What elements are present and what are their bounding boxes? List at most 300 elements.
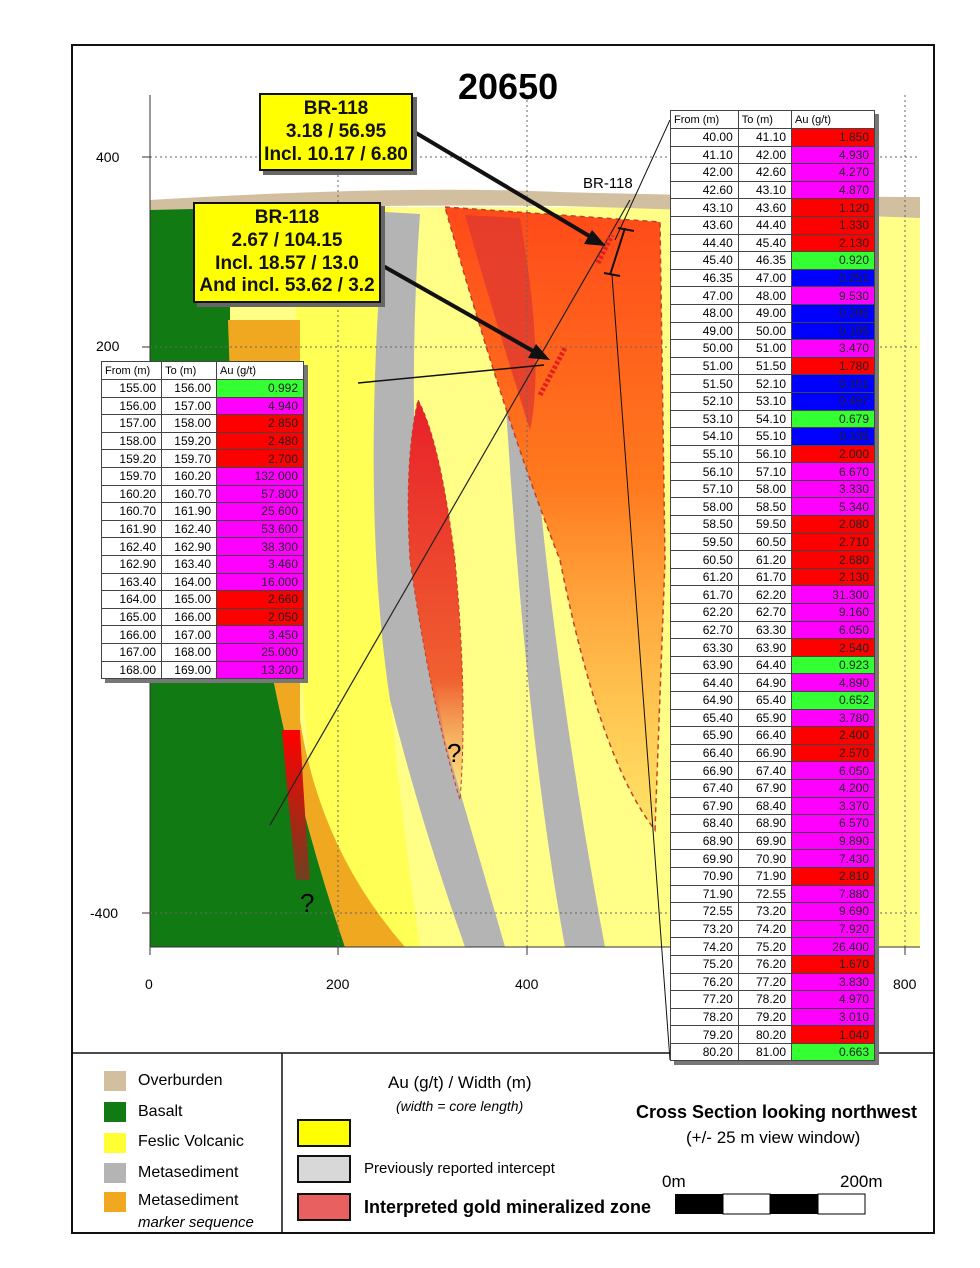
cell-from: 77.20 [671,991,739,1009]
cell-from: 68.40 [671,815,739,833]
cell-to: 51.50 [738,357,791,375]
cell-from: 63.90 [671,656,739,674]
table-row [671,199,875,217]
cell-to: 47.00 [738,269,791,287]
table-row [671,903,875,921]
legend-label: Metasediment [138,1192,239,1209]
cell-from: 157.00 [102,415,162,433]
cell-to: 67.40 [738,762,791,780]
column-header: Au (g/t) [792,111,875,129]
table-row [671,1026,875,1044]
callout-line: Incl. 18.57 / 13.0 [215,252,359,274]
cell-au: 38.300 [217,538,304,556]
legend-sublabel: marker sequence [138,1214,254,1231]
cell-to: 67.90 [738,779,791,797]
cell-au: 132.000 [217,467,304,485]
cell-au: 9.890 [792,832,875,850]
legend-swatch-new-intercept [298,1120,350,1146]
cell-au: 4.890 [792,674,875,692]
cell-to: 62.20 [738,586,791,604]
table-row [671,797,875,815]
cell-to: 41.10 [738,129,791,147]
table-row [671,164,875,182]
x-tick-label: 800 [893,976,917,992]
cell-from: 67.40 [671,779,739,797]
scale-end-label: 200m [840,1172,883,1191]
cell-au: 3.330 [792,480,875,498]
cell-to: 58.50 [738,498,791,516]
cell-au: 2.810 [792,867,875,885]
table-row [671,322,875,340]
column-header: To (m) [738,111,791,129]
cell-from: 47.00 [671,287,739,305]
table-row [671,692,875,710]
cell-from: 163.40 [102,573,162,591]
cell-au: 0.195 [792,322,875,340]
cell-au: 7.880 [792,885,875,903]
table-row [671,340,875,358]
cell-to: 51.00 [738,340,791,358]
cell-au: 0.920 [792,252,875,270]
table-row [102,538,304,556]
cell-from: 52.10 [671,392,739,410]
cell-from: 45.40 [671,252,739,270]
x-tick-label: 200 [326,976,350,992]
table-row [102,397,304,415]
cell-from: 54.10 [671,428,739,446]
table-row [671,815,875,833]
cell-from: 161.90 [102,520,162,538]
table-row [671,867,875,885]
cell-to: 80.20 [738,1026,791,1044]
cell-au: 0.151 [792,375,875,393]
cell-to: 162.90 [162,538,217,556]
cell-au: 0.295 [792,304,875,322]
cell-from: 80.20 [671,1043,739,1061]
callout-line: 2.67 / 104.15 [231,229,343,251]
cell-from: 43.60 [671,216,739,234]
cell-au: 26.400 [792,938,875,956]
table-row [102,555,304,573]
table-row [671,146,875,164]
table-row [671,762,875,780]
cell-to: 63.30 [738,621,791,639]
cell-au: 0.992 [217,380,304,398]
cell-from: 63.30 [671,639,739,657]
table-row [671,744,875,762]
table-row [671,1008,875,1026]
cell-from: 155.00 [102,380,162,398]
callout-line: BR-118 [254,207,320,228]
cell-au: 6.050 [792,621,875,639]
table-row [671,1043,875,1061]
cell-to: 66.40 [738,727,791,745]
cell-au: 2.660 [217,591,304,609]
cell-to: 167.00 [162,626,217,644]
cell-au: 4.200 [792,779,875,797]
y-tick-label: -400 [90,905,119,921]
cell-to: 75.20 [738,938,791,956]
legend-label: Metasediment [138,1164,239,1181]
cell-au: 1.120 [792,199,875,217]
cell-au: 3.370 [792,797,875,815]
mineralized-zone-label: Interpreted gold mineralized zone [364,1197,652,1217]
cell-from: 40.00 [671,129,739,147]
table-row [671,357,875,375]
cell-to: 166.00 [162,608,217,626]
cell-to: 79.20 [738,1008,791,1026]
table-row [671,604,875,622]
cell-au: 5.340 [792,498,875,516]
cell-from: 43.10 [671,199,739,217]
cell-au: 7.430 [792,850,875,868]
table-row [671,621,875,639]
callout-line: And incl. 53.62 / 3.2 [199,275,375,297]
cell-to: 64.40 [738,656,791,674]
legend-label: Overburden [138,1072,223,1089]
cell-au: 3.450 [217,626,304,644]
table-row [671,269,875,287]
cell-to: 160.20 [162,467,217,485]
table-row [671,480,875,498]
cell-to: 169.00 [162,661,217,679]
cell-to: 56.10 [738,445,791,463]
cell-to: 73.20 [738,903,791,921]
cell-from: 44.40 [671,234,739,252]
cell-from: 162.90 [102,555,162,573]
cell-to: 42.60 [738,164,791,182]
cell-to: 42.00 [738,146,791,164]
cell-au: 6.670 [792,463,875,481]
table-row [671,392,875,410]
column-header: From (m) [102,362,162,380]
table-row [671,973,875,991]
section-title: 20650 [458,66,559,107]
table-row [671,252,875,270]
cell-from: 159.70 [102,467,162,485]
cell-to: 61.70 [738,568,791,586]
table-row [671,516,875,534]
cell-to: 161.90 [162,503,217,521]
cell-from: 59.50 [671,533,739,551]
scale-bar [675,1194,865,1214]
column-header: From (m) [671,111,739,129]
cell-from: 48.00 [671,304,739,322]
table-row [671,920,875,938]
cell-au: 2.480 [217,432,304,450]
cross-section-caption: Cross Section looking northwest [636,1102,918,1122]
cell-au: 4.940 [217,397,304,415]
cell-to: 157.00 [162,397,217,415]
table-row [671,445,875,463]
table-row [671,938,875,956]
legend-swatch-previous-intercept [298,1156,350,1182]
table-row [671,216,875,234]
table-row [671,586,875,604]
callout-line: 3.18 / 56.95 [285,120,387,142]
cell-to: 160.70 [162,485,217,503]
table-row [671,779,875,797]
y-tick-label: 400 [96,149,120,165]
table-row [671,991,875,1009]
cell-from: 41.10 [671,146,739,164]
cell-au: 9.690 [792,903,875,921]
cell-au: 57.800 [217,485,304,503]
cell-from: 73.20 [671,920,739,938]
scale-start-label: 0m [662,1172,686,1191]
cell-from: 62.20 [671,604,739,622]
cell-to: 78.20 [738,991,791,1009]
cell-au: 0.923 [792,656,875,674]
cell-to: 77.20 [738,973,791,991]
cell-au: 2.680 [792,551,875,569]
table-row [671,428,875,446]
cell-au: 9.530 [792,287,875,305]
cell-au: 3.010 [792,1008,875,1026]
callout-line: Incl. 10.17 / 6.80 [264,143,408,165]
cell-from: 70.90 [671,867,739,885]
cell-from: 165.00 [102,608,162,626]
table-row [671,656,875,674]
table-row [671,498,875,516]
cell-from: 53.10 [671,410,739,428]
table-row [671,727,875,745]
cell-from: 42.60 [671,181,739,199]
cell-to: 43.60 [738,199,791,217]
cell-from: 65.40 [671,709,739,727]
cell-to: 57.10 [738,463,791,481]
intercept-legend-subtitle: (width = core length) [396,1098,524,1114]
x-tick-label: 0 [145,976,153,992]
table-row [671,375,875,393]
cell-to: 76.20 [738,955,791,973]
cell-to: 60.50 [738,533,791,551]
legend-swatch [104,1102,126,1122]
cell-au: 3.830 [792,973,875,991]
cell-au: 2.000 [792,445,875,463]
table-row [671,639,875,657]
cell-from: 72.55 [671,903,739,921]
table-row [671,129,875,147]
legend-swatch [104,1071,126,1091]
cell-au: 2.080 [792,516,875,534]
cell-to: 66.90 [738,744,791,762]
cell-from: 62.70 [671,621,739,639]
legend-swatch-mineralized-zone [298,1194,350,1220]
table-row [671,234,875,252]
cell-to: 163.40 [162,555,217,573]
cell-to: 159.20 [162,432,217,450]
cell-to: 65.90 [738,709,791,727]
legend-label: Feslic Volcanic [138,1133,244,1150]
cell-to: 162.40 [162,520,217,538]
cell-to: 69.90 [738,832,791,850]
cell-au: 31.300 [792,586,875,604]
table-row [102,503,304,521]
table-row [102,380,304,398]
cell-au: 0.497 [792,392,875,410]
cell-from: 167.00 [102,643,162,661]
cell-from: 71.90 [671,885,739,903]
cell-au: 6.050 [792,762,875,780]
cell-from: 78.20 [671,1008,739,1026]
cell-from: 42.00 [671,164,739,182]
cell-to: 43.10 [738,181,791,199]
cell-au: 1.670 [792,955,875,973]
table-row [102,643,304,661]
cell-to: 68.90 [738,815,791,833]
table-row [102,591,304,609]
table-row [102,450,304,468]
cell-to: 74.20 [738,920,791,938]
cell-from: 160.20 [102,485,162,503]
cell-to: 63.90 [738,639,791,657]
table-row [671,181,875,199]
cell-from: 67.90 [671,797,739,815]
cell-to: 70.90 [738,850,791,868]
cell-from: 168.00 [102,661,162,679]
cell-au: 3.460 [217,555,304,573]
cell-au: 9.160 [792,604,875,622]
cell-to: 46.35 [738,252,791,270]
cell-to: 159.70 [162,450,217,468]
table-row [671,568,875,586]
cell-au: 6.570 [792,815,875,833]
cell-au: 16.000 [217,573,304,591]
cell-au: 1.040 [792,1026,875,1044]
cell-au: 2.050 [217,608,304,626]
cell-to: 61.20 [738,551,791,569]
cell-from: 66.90 [671,762,739,780]
cell-from: 75.20 [671,955,739,973]
intercept-legend-title: Au (g/t) / Width (m) [388,1073,532,1092]
cell-au: 0.679 [792,410,875,428]
cell-to: 65.40 [738,692,791,710]
cell-au: 25.600 [217,503,304,521]
cell-to: 72.55 [738,885,791,903]
cell-au: 1.330 [792,216,875,234]
cell-au: 3.780 [792,709,875,727]
cell-from: 51.00 [671,357,739,375]
cell-from: 46.35 [671,269,739,287]
cell-from: 61.70 [671,586,739,604]
callout-lower [193,202,381,303]
table-row [102,608,304,626]
cell-from: 164.00 [102,591,162,609]
cell-from: 58.00 [671,498,739,516]
legend-swatch [104,1163,126,1183]
table-row [671,832,875,850]
cell-to: 81.00 [738,1043,791,1061]
table-row [102,661,304,679]
cell-from: 57.10 [671,480,739,498]
cell-from: 76.20 [671,973,739,991]
cell-au: 0.135 [792,428,875,446]
cell-to: 50.00 [738,322,791,340]
cell-to: 55.10 [738,428,791,446]
cell-au: 2.850 [217,415,304,433]
cell-au: 0.652 [792,692,875,710]
table-row [671,410,875,428]
cell-au: 2.130 [792,568,875,586]
cell-au: 13.200 [217,661,304,679]
cell-from: 64.40 [671,674,739,692]
question-mark: ? [447,738,462,768]
cell-au: 4.930 [792,146,875,164]
cell-from: 158.00 [102,432,162,450]
cell-to: 165.00 [162,591,217,609]
cell-au: 2.570 [792,744,875,762]
legend-swatch [104,1192,126,1212]
cell-au: 2.540 [792,639,875,657]
cell-au: 0.663 [792,1043,875,1061]
cell-from: 162.40 [102,538,162,556]
cell-to: 68.40 [738,797,791,815]
column-header: To (m) [162,362,217,380]
cell-from: 74.20 [671,938,739,956]
cell-au: 4.270 [792,164,875,182]
cell-from: 50.00 [671,340,739,358]
cell-to: 48.00 [738,287,791,305]
table-row [671,709,875,727]
cell-from: 49.00 [671,322,739,340]
cell-to: 156.00 [162,380,217,398]
cell-to: 164.00 [162,573,217,591]
table-row [102,467,304,485]
cell-au: 0.251 [792,269,875,287]
cell-from: 61.20 [671,568,739,586]
table-row [102,520,304,538]
cell-to: 53.10 [738,392,791,410]
cell-from: 65.90 [671,727,739,745]
table-row [671,955,875,973]
assay-table-left [101,361,304,679]
cell-to: 52.10 [738,375,791,393]
cell-au: 7.920 [792,920,875,938]
cell-from: 56.10 [671,463,739,481]
cell-au: 2.710 [792,533,875,551]
cell-from: 66.40 [671,744,739,762]
cell-au: 2.130 [792,234,875,252]
cell-au: 1.850 [792,129,875,147]
cell-from: 69.90 [671,850,739,868]
cell-to: 59.50 [738,516,791,534]
table-row [671,533,875,551]
table-row [102,626,304,644]
cell-from: 64.90 [671,692,739,710]
cell-from: 68.90 [671,832,739,850]
cell-from: 58.50 [671,516,739,534]
cell-from: 79.20 [671,1026,739,1044]
cell-au: 53.600 [217,520,304,538]
cell-to: 44.40 [738,216,791,234]
cell-au: 4.970 [792,991,875,1009]
table-row [102,432,304,450]
legend-swatch [104,1133,126,1153]
cell-au: 25.000 [217,643,304,661]
table-row [671,850,875,868]
cell-from: 60.50 [671,551,739,569]
cell-to: 168.00 [162,643,217,661]
question-mark: ? [300,888,315,918]
table-row [671,304,875,322]
cell-from: 166.00 [102,626,162,644]
table-row [671,551,875,569]
callout-line: BR-118 [303,98,369,119]
cell-to: 45.40 [738,234,791,252]
cell-au: 3.470 [792,340,875,358]
cell-to: 54.10 [738,410,791,428]
